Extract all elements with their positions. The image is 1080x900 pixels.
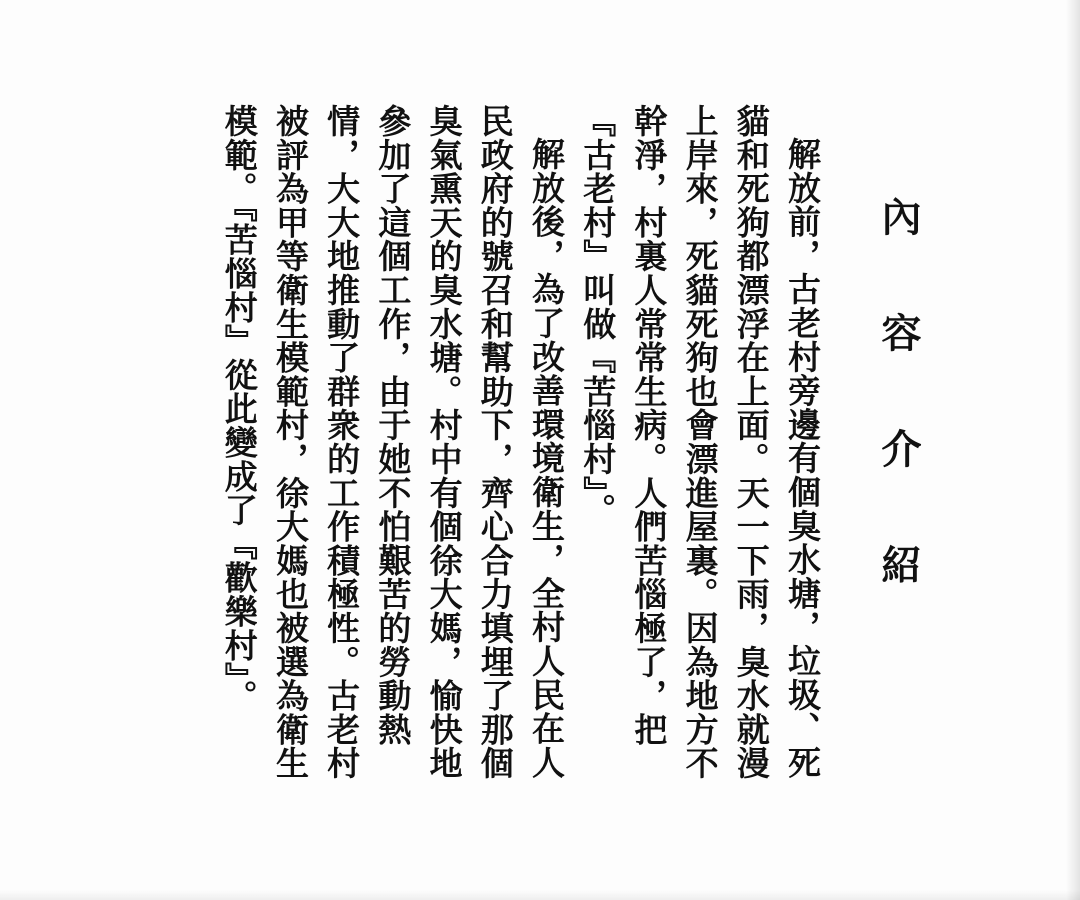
scan-bottom-edge: [0, 890, 1080, 900]
page-title: 內 容 介 紹: [875, 196, 922, 615]
paragraph-1: 解放前，古老村旁邊有個臭水塘，垃圾、死貓和死狗都漂浮在上面。天一下雨，臭水就漫上岸來，死貓死狗也會漂進屋裏。因為地方不幹淨，村裏人常常生病。人們苦惱極了，把『古老村』叫做『苦惱村』。: [578, 104, 822, 780]
body-text: [214, 104, 828, 804]
scan-edge-shadow: [1066, 0, 1080, 900]
paragraph-2: 解放後，為了改善環境衛生，全村人民在人民政府的號召和幫助下，齊心合力填埋了那個臭氣熏天的臭水塘。村中有個徐大媽，愉快地參加了這個工作，由于她不怕艱苦的勞動熱情，大大地推動了群衆的工作積極性。古老村被評為甲等衛生模範村，徐大媽也被選為衛生模範。『苦惱村』從此變成了『歡樂村』。: [219, 104, 566, 780]
